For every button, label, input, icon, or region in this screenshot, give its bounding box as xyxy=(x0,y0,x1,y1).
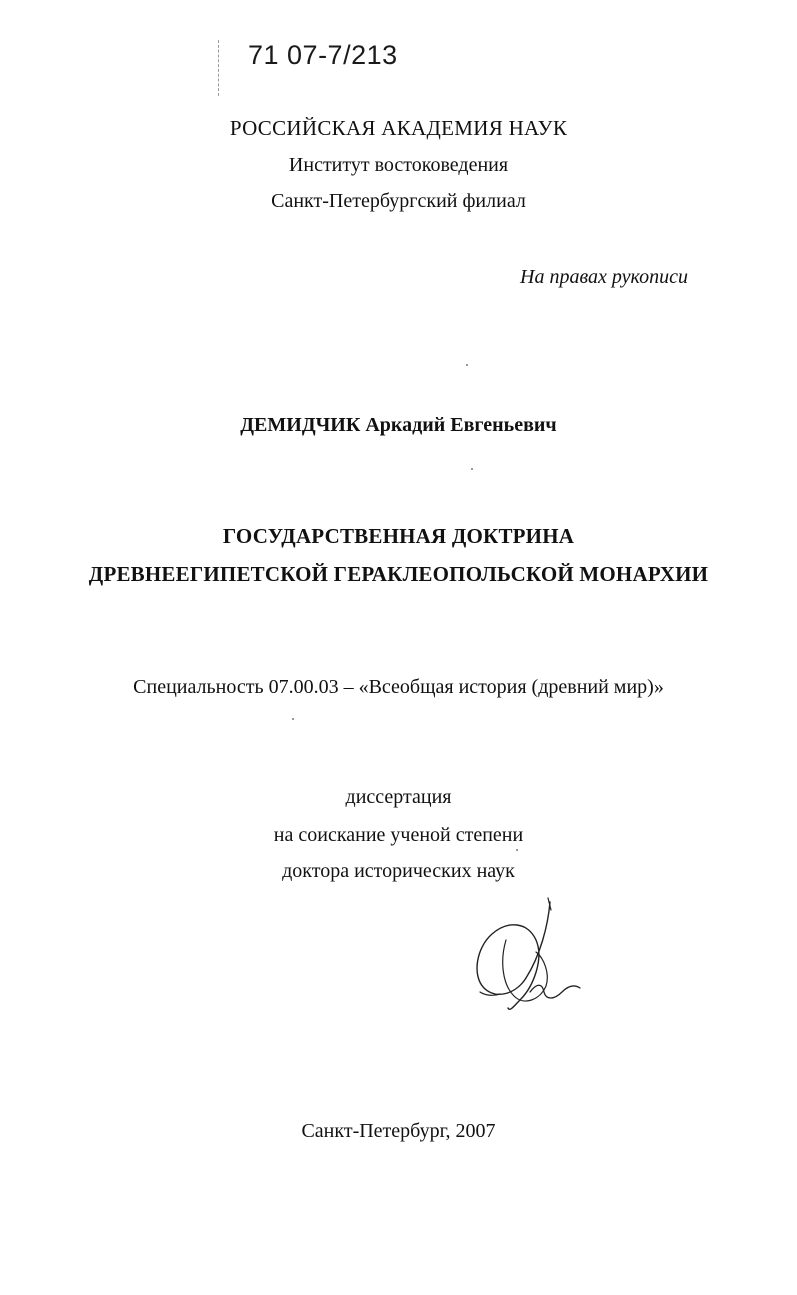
degree-line-1: на соискание ученой степени xyxy=(273,824,524,846)
handwritten-signature xyxy=(470,896,590,1018)
scan-speck xyxy=(292,718,294,720)
catalog-number: 71 07-7/213 xyxy=(248,40,398,70)
scan-speck xyxy=(466,364,468,366)
specialty-line: Специальность 07.00.03 – «Всеобщая история (древний мир)» xyxy=(133,676,664,698)
author-name: ДЕМИДЧИК Аркадий Евгеньевич xyxy=(240,414,557,436)
rights-notice: На правах рукописи xyxy=(520,266,688,288)
branch-name: Санкт-Петербургский филиал xyxy=(271,190,526,212)
scan-speck xyxy=(516,849,518,851)
dissertation-title-line-1: ГОСУДАРСТВЕННАЯ ДОКТРИНА xyxy=(222,524,575,548)
organization-name: РОССИЙСКАЯ АКАДЕМИЯ НАУК xyxy=(229,116,568,140)
degree-line-2: доктора исторических наук xyxy=(282,860,515,882)
institute-name: Институт востоковедения xyxy=(288,154,509,176)
margin-dashed-line xyxy=(218,40,220,96)
document-type: диссертация xyxy=(345,786,452,808)
city-and-year: Санкт-Петербург, 2007 xyxy=(301,1120,496,1142)
dissertation-title-line-2: ДРЕВНЕЕГИПЕТСКОЙ ГЕРАКЛЕОПОЛЬСКОЙ МОНАРХИИ xyxy=(88,562,709,586)
scan-speck xyxy=(471,468,473,470)
